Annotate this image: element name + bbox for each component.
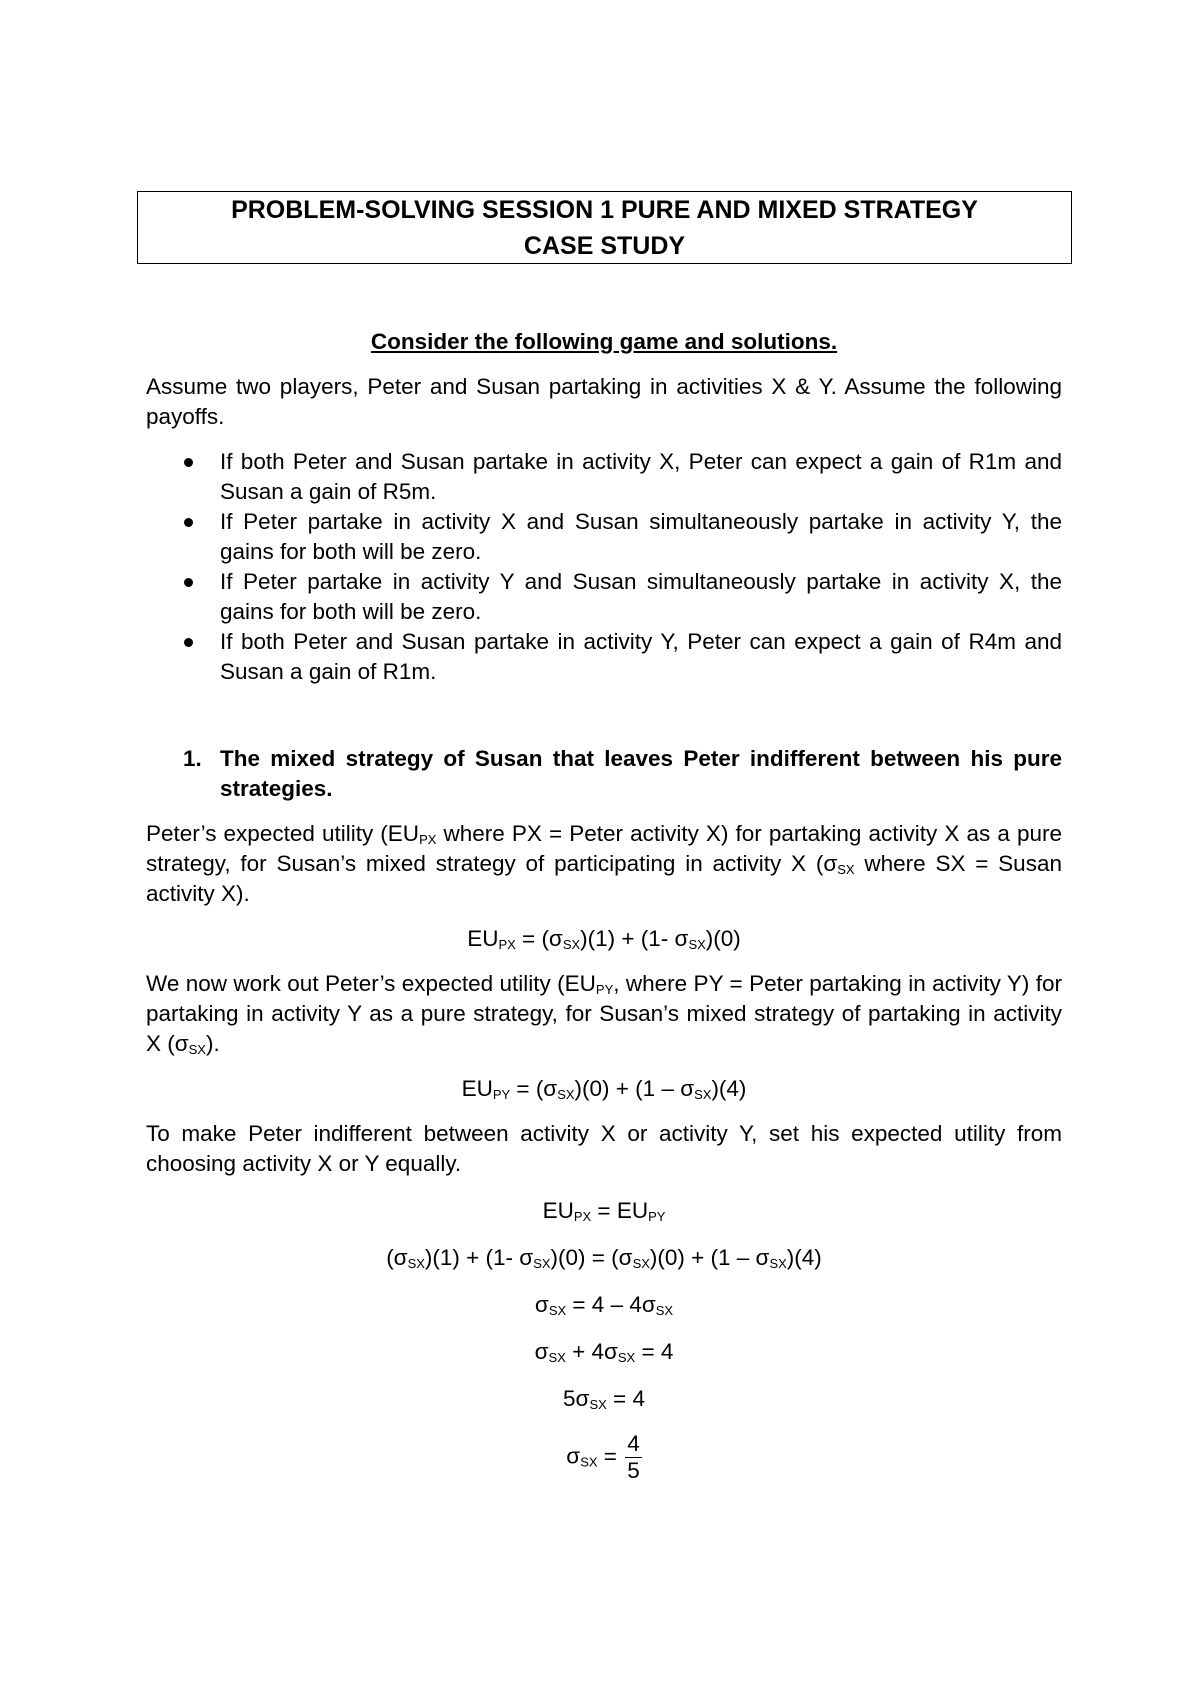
section-heading: Consider the following game and solutions. [370,329,838,354]
bullet-icon [184,638,193,647]
fraction [625,1431,642,1484]
equation-result: $\sigma_{SX}$ = $\frac{4}{5}$ [566,1431,640,1483]
paragraph-eu-py: We now work out Peter’s expected utility ($EU_{PY}$, where PY = Peter partaking in activity Y) for partaking in activity Y as a pure strategy, for Susan’s mixed strategy of partaking in activity X $(\sigma_{SX})$. [146,971,1062,1057]
equation-step-1: $\sigma_{SX} = 4 - 4\sigma_{SX}$ [534,1292,674,1318]
bullet-icon [184,458,193,467]
list-item-text: If both Peter and Susan partake in activity Y, Peter can expect a gain of R4m and Susan a gain of R1m. [220,629,1062,684]
question-1 [146,744,1062,804]
paragraph-indifference: To make Peter indifferent between activity X or activity Y, set his expected utility from choosing activity X or Y equally. [146,1121,1062,1176]
document-body [146,327,1062,1501]
equation-eu-px: $EU_{PX} = (\sigma_{SX})(1) + (1-$ $\sigma_{SX})(0)$ [467,926,741,952]
intro-paragraph: Assume two players, Peter and Susan partaking in activities X & Y. Assume the following payoffs. [146,374,1062,429]
question-text: The mixed strategy of Susan that leaves Peter indifferent between his pure strategies. [220,746,1062,801]
list-item [146,567,1062,627]
bullet-icon [184,578,193,587]
fraction-denominator: 5 [627,1458,640,1483]
fraction-numerator: 4 [627,1431,640,1456]
list-item [146,447,1062,507]
list-item-text: If Peter partake in activity X and Susan simultaneously partake in activity Y, the gains for both will be zero. [220,509,1062,564]
question-number: 1. [183,746,202,771]
paragraph-eu-px: Peter’s expected utility ($EU_{PX}$ where PX = Peter activity X) for partaking activity X as a pure strategy, for Susan’s mixed strategy of participating in activity X ($\sigma_{SX}$ where SX = Susan activity X). [146,821,1062,906]
title-box [137,191,1072,264]
equation-step-3: $5\sigma_{SX} = 4$ [563,1386,645,1412]
title-line-2: CASE STUDY [523,231,686,260]
equation-step-2: $\sigma_{SX} + 4\sigma_{SX} = 4$ [534,1339,674,1365]
bullet-icon [184,518,193,527]
equation-equal-utility: $EU_{PX} = EU_{PY}$ [542,1198,666,1224]
title-line-1: PROBLEM-SOLVING SESSION 1 PURE AND MIXED STRATEGY [231,195,978,224]
equation-substitution: $(\sigma_{SX})(1) + (1-$ $\sigma_{SX})(0) = (\sigma_{SX})(0) + (1 - \sigma_{SX})(4)$ [386,1245,822,1271]
equation-eu-py: $EU_{PY} = (\sigma_{SX})(0) + (1 - \sigma_{SX})(4)$ [461,1076,747,1102]
payoff-list [146,447,1062,687]
list-item [146,507,1062,567]
list-item-text: If both Peter and Susan partake in activity X, Peter can expect a gain of R1m and Susan a gain of R5m. [220,449,1062,504]
list-item [146,627,1062,687]
list-item-text: If Peter partake in activity Y and Susan simultaneously partake in activity X, the gains for both will be zero. [220,569,1062,624]
